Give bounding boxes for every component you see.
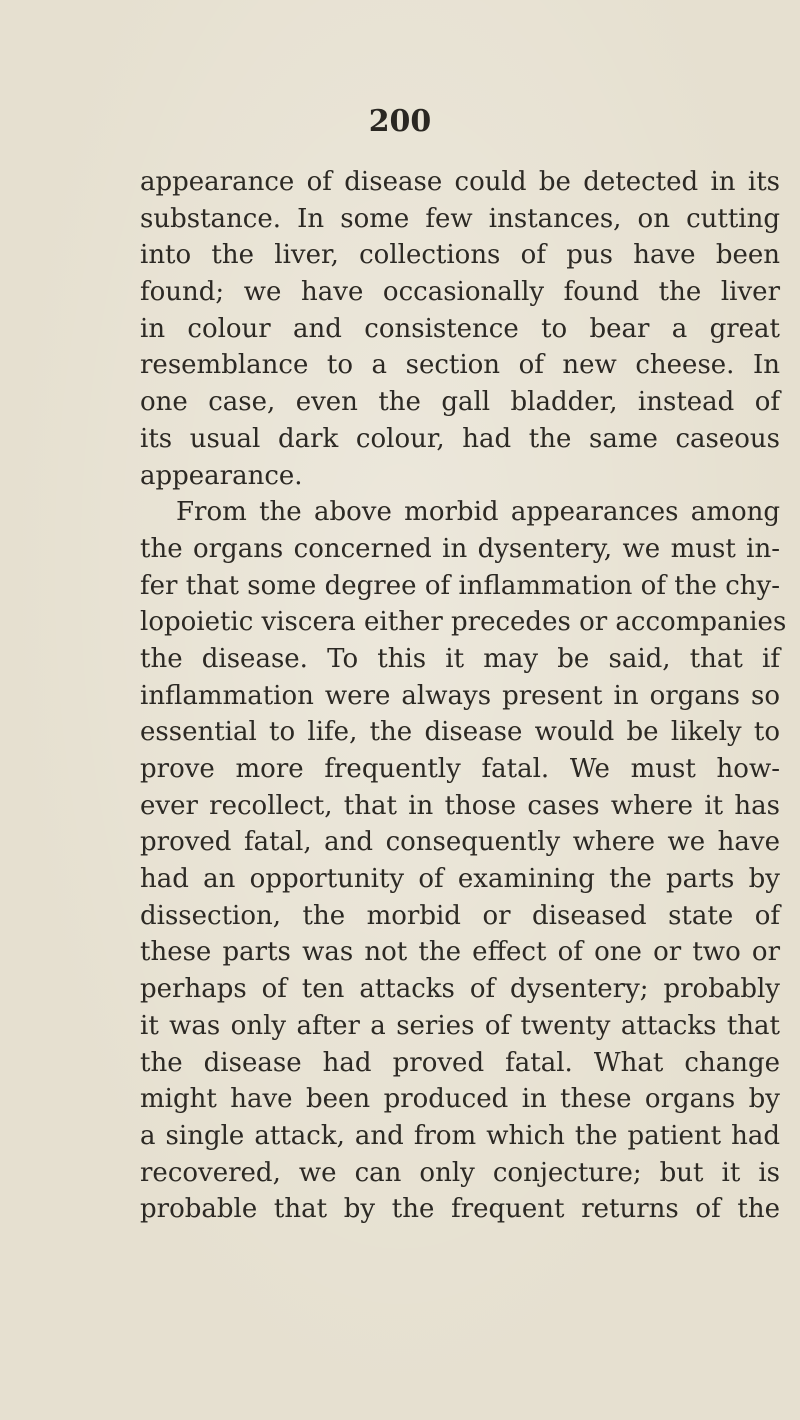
text-line: appearance of disease could be detected in its xyxy=(140,167,780,197)
page-number: 200 xyxy=(368,104,432,139)
text-line: lopoietic viscera either precedes or accompanies xyxy=(140,607,787,638)
text-line: the disease had proved fatal. What change xyxy=(140,1047,780,1078)
text-line: dissection, the morbid or diseased state of xyxy=(140,900,780,931)
text-line: ever recollect, that in those cases where it has xyxy=(140,790,780,821)
text-line: one case, even the gall bladder, instead of xyxy=(140,387,780,418)
text-line: these parts was not the effect of one or two or xyxy=(140,937,780,968)
text-line: From the above morbid appearances among xyxy=(176,497,780,528)
text-line: might have been produced in these organs by xyxy=(140,1084,780,1115)
text-line: the organs concerned in dysentery, we must in- xyxy=(140,533,780,564)
text-line: inflammation were always present in organs so xyxy=(140,680,780,711)
text-line: perhaps of ten attacks of dysentery; probably xyxy=(140,974,780,1005)
text-line: proved fatal, and consequently where we have xyxy=(140,827,780,858)
body-text xyxy=(140,164,787,1228)
text-line: recovered, we can only conjecture; but it is xyxy=(140,1157,780,1188)
text-line: the disease. To this it may be said, that if xyxy=(140,643,780,674)
text-line: its usual dark colour, had the same caseous xyxy=(140,423,780,454)
text-line: it was only after a series of twenty attacks that xyxy=(140,1010,780,1041)
text-line: prove more frequently fatal. We must how- xyxy=(140,754,780,784)
text-line: fer that some degree of inflammation of the chy- xyxy=(140,570,780,601)
text-line: resemblance to a section of new cheese. In xyxy=(140,350,780,381)
text-line: appearance. xyxy=(140,460,303,491)
text-line: had an opportunity of examining the parts by xyxy=(140,864,780,895)
text-line: in colour and consistence to bear a great xyxy=(140,313,780,344)
text-line: probable that by the frequent returns of the xyxy=(140,1194,780,1225)
text-line: into the liver, collections of pus have been xyxy=(140,240,780,271)
text-line: substance. In some few instances, on cutting xyxy=(140,203,780,234)
text-line: essential to life, the disease would be likely to xyxy=(140,717,780,748)
text-line: a single attack, and from which the patient had xyxy=(140,1120,780,1151)
text-line: found; we have occasionally found the liver xyxy=(140,277,780,308)
